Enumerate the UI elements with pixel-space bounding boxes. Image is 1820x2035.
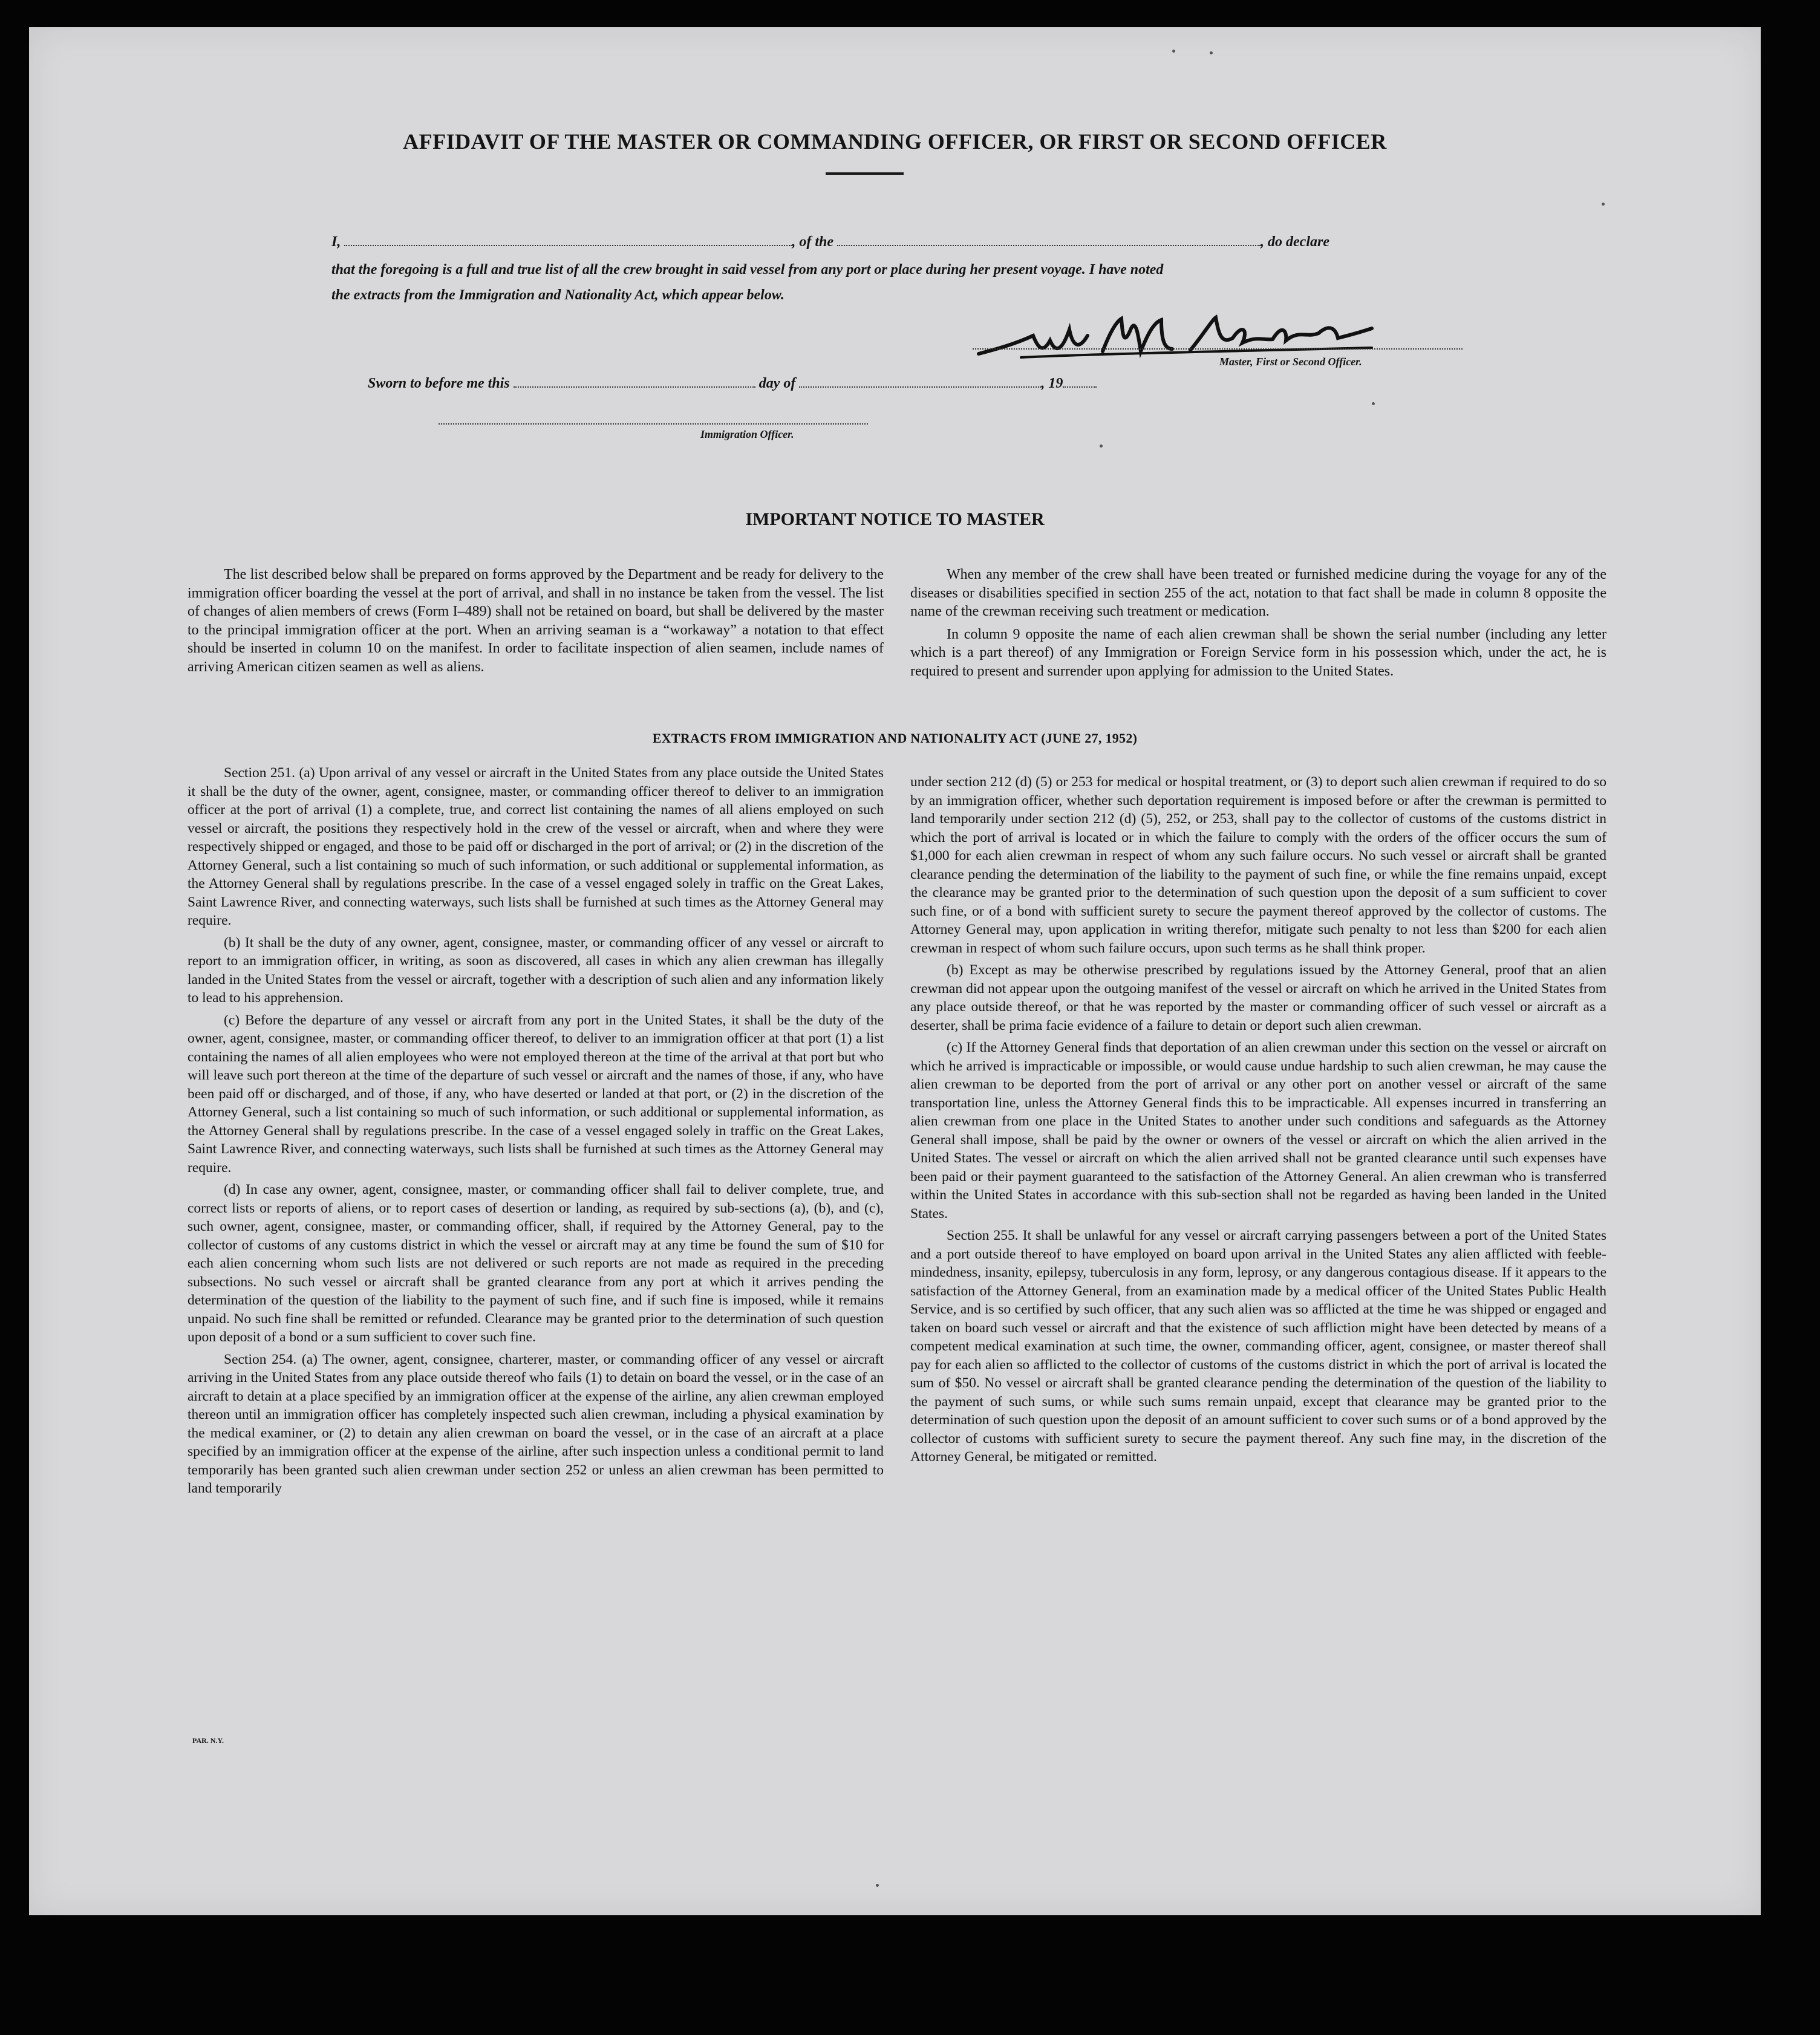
section-251-c: (c) Before the departure of any vessel or aircraft from any port in the United States, it shall be the duty of the owner, agent, consignee, master, or commanding officer thereof, to deliver to an immigration officer at that port (1) a list containing the names of all alien employees who were not employed thereon at the time of the arrival at that port but who will leave such port thereon at the time of the departure of such vessel or aircraft and the names of those, if any, who have been paid off or discharged, and of those, if any, who have deserted or landed at that port, or (2) in the discretion of the Attorney General, such a list containing so much of such information, or such additional or supplemental information, as the Attorney General shall by regulations prescribe. In the case of a vessel engaged solely in traffic on the Great Lakes, Saint Lawrence River, and connecting waterways, such lists shall be furnished at such times as the Attorney General may require.	[188, 1012, 884, 1176]
extracts-title: EXTRACTS FROM IMMIGRATION AND NATIONALITY ACT (JUNE 27, 1952)	[652, 731, 1138, 746]
notice-title: IMPORTANT NOTICE TO MASTER	[745, 509, 1045, 529]
declaration-line-2: that the foregoing is a full and true list of all the crew brought in said vessel from any port or place during her present voyage. I have noted	[331, 262, 1164, 278]
declarant-label: I,	[331, 234, 341, 250]
notice-right-column	[910, 565, 1606, 681]
notice-left-column	[188, 565, 884, 677]
sworn-year-field[interactable]	[1063, 386, 1097, 388]
declarant-name-field[interactable]	[344, 244, 792, 246]
day-of-label: day of	[758, 376, 796, 391]
notice-right-paragraph-2: In column 9 opposite the name of each alien crewman shall be shown the serial number (including any letter which is a part thereof) of any Immigration or Foreign Service form in his possession which, under the act, he is required to present and surrender upon applying for admission to the United States.	[910, 626, 1606, 679]
scan-speck	[1372, 402, 1375, 405]
scan-speck	[1172, 50, 1175, 53]
section-254-b: (b) Except as may be otherwise prescribed by regulations issued by the Attorney General, proof that an alien crewman did not appear upon the outgoing manifest of the vessel or aircraft on which he arrived in the United States from any place outside thereof, or that he was reported by the master or commanding officer of such vessel or aircraft as a deserter, shall be prima facie evidence of a failure to detain or deport such alien crewman.	[910, 962, 1606, 1034]
title-underline	[826, 172, 904, 175]
declare-label: , do declare	[1261, 234, 1329, 250]
section-251-b: (b) It shall be the duty of any owner, agent, consignee, master, or commanding officer of any vessel or aircraft to report to an immigration officer, in writing, as soon as discovered, all cases in which any alien crewman has illegally landed in the United States from the vessel or aircraft, together with a description of such alien and any information likely to lead to his apprehension.	[188, 934, 884, 1006]
sworn-label: Sworn to before me this	[368, 376, 510, 391]
section-251-a: Section 251. (a) Upon arrival of any vessel or aircraft in the United States from any place outside the United States it shall be the duty of the owner, agent, consignee, master, or commanding officer thereof to deliver to an immigration officer at the port of arrival (1) a complete, true, and correct list containing the names of all aliens employed on such vessel or aircraft, the positions they respectively hold in the crew of the vessel or aircraft, when and where they were respectively shipped or engaged, and those to be paid off or discharged in the port of arrival; or (2) in the discretion of the Attorney General, such a list containing so much of such information, or such additional or supplemental information, as the Attorney General shall by regulations prescribe. In the case of a vessel engaged solely in traffic on the Great Lakes, Saint Lawrence River, and connecting waterways, such lists shall be furnished at such times as the Attorney General may require.	[188, 765, 884, 928]
vessel-name-field[interactable]	[837, 244, 1261, 246]
sworn-day-field[interactable]	[514, 386, 755, 388]
printer-mark: PAR. N.Y.	[192, 1736, 224, 1745]
declaration-line-3: the extracts from the Immigration and Nationality Act, which appear below.	[331, 287, 784, 303]
section-255: Section 255. It shall be unlawful for any vessel or aircraft carrying passengers between a port of the United States and a port outside thereof to have employed on board upon arrival in the United States any alien afflicted with feeble-mindedness, insanity, epilepsy, tuberculosis in any form, leprosy, or any dangerous contagious disease. If it appears to the satisfaction of the Attorney General, from an examination made by a medical officer of the United States Public Health Service, and is so certified by such officer, that any such alien was so afflicted at the time he was shipped or engaged and taken on board such vessel or aircraft and that the existence of such affliction might have been detected by means of a competent medical examination at such time, the owner, commanding officer, agent, consignee, or master thereof shall pay for each alien so afflicted to the collector of customs of the customs district in which the port of arrival is located the sum of $50. No vessel or aircraft shall be granted clearance pending the determination of the question of the liability to the payment of such sums, or while such sums remain unpaid, except that clearance may be granted prior to the determination of such question upon the deposit of an amount sufficient to cover such sums or of a bond approved by the collector of customs with sufficient surety to secure the payment thereof. Any such fine may, in the discretion of the Attorney General, be mitigated or remitted.	[910, 1228, 1606, 1465]
year-label: , 19	[1041, 376, 1063, 391]
declaration-line-1	[331, 232, 1481, 252]
sworn-month-field[interactable]	[799, 386, 1041, 388]
notice-left-paragraph: The list described below shall be prepared on forms approved by the Department and be ready for delivery to the immigration officer boarding the vessel at the port of arrival, and shall in no instance be taken from the vessel. The list of changes of alien members of crews (Form I–489) shall not be retained on board, but shall be delivered by the master to the principal immigration officer at the port. When an arriving seaman is a “workaway” a notation to that effect should be inserted in column 10 on the manifest. In order to facilitate inspection of alien seamen, include names of arriving American citizen seamen as well as aliens.	[188, 567, 884, 675]
scan-speck	[1602, 203, 1605, 206]
section-251-d: (d) In case any owner, agent, consignee, master, or commanding officer shall fail to deliver complete, true, and correct lists or reports of aliens, or to report cases of desertion or landing, as required by sub-sections (a), (b), and (c), such owner, agent, consignee, master, or commanding officer, shall, if required by the Attorney General, pay to the collector of customs of any customs district in which the vessel or aircraft may at any time be found the sum of $10 for each alien concerning whom such lists are not delivered or such reports are not made as required in the preceding subsections. No such vessel or aircraft shall be granted clearance from any port at which it arrives pending the determination of the question of the liability to the payment of such fine, and if such fine is imposed, while it remains unpaid. No such fine shall be remitted or refunded. Clearance may be granted prior to the determination of such question upon deposit of a bond or a sum sufficient to cover such fine.	[188, 1182, 884, 1345]
scan-speck	[876, 1884, 879, 1887]
extracts-left-column	[188, 764, 884, 1498]
scan-speck	[1210, 51, 1213, 54]
section-254-a-start: Section 254. (a) The owner, agent, consignee, charterer, master, or commanding officer of any vessel or aircraft arriving in the United States from any place outside thereof who fails (1) to detain on board the vessel, or in the case of an aircraft to detain at a place specified by an immigration officer at the expense of the airline, any alien crewman employed thereon until an immigration officer has completely inspected such alien crewman, including a physical examination by the medical examiner, or (2) to detain any alien crewman on board the vessel, or in the case of an aircraft at a place specified by an immigration officer at the expense of the airline, after such inspection unless a conditional permit to land temporarily has been granted such alien crewman under section 252 or unless an alien crewman has been permitted to land temporarily	[188, 1351, 884, 1496]
officer-signature-line[interactable]	[439, 423, 868, 425]
extracts-right-column	[910, 773, 1606, 1467]
sworn-line	[368, 373, 1517, 394]
notice-right-paragraph-1: When any member of the crew shall have been treated or furnished medicine during the voyage for any of the diseases or disabilities specified in section 255 of the act, notation to that fact shall be made in column 8 opposite the name of the crewman receiving such treatment or medication.	[910, 567, 1606, 620]
section-254-c: (c) If the Attorney General finds that deportation of an alien crewman under this section on the vessel or aircraft on which he arrived is impracticable or impossible, or would cause undue hardship to such alien crewman, he may cause the alien crewman to be deported from the port of arrival or any other port on another vessel or aircraft of the same transportation line, unless the Attorney General finds this to be impracticable. All expenses incurred in transferring an alien crewman from one place in the United States to another under such conditions and safeguards as the Attorney General shall impose, shall be paid by the owner or owners of the vessel or aircraft on which the alien arrived in the United States. The vessel or aircraft on which the alien arrived shall not be granted clearance until such expenses have been paid or their payment guaranteed to the satisfaction of the Attorney General. An alien crewman who is transferred within the United States in accordance with this sub-section shall not be regarded as having been landed in the United States.	[910, 1040, 1606, 1222]
vessel-label: , of the	[792, 234, 834, 250]
document-sheet	[29, 27, 1761, 1915]
scan-speck	[1100, 444, 1103, 448]
signature-line	[973, 348, 1463, 350]
signature-caption: Master, First or Second Officer.	[1219, 356, 1362, 368]
section-254-a-continued: under section 212 (d) (5) or 253 for medical or hospital treatment, or (3) to deport such alien crewman if required to do so by an immigration officer, whether such deportation requirement is imposed before or after the crewman is permitted to land temporarily under section 212 (d) (5), 252, or 253, shall pay to the collector of customs of the customs district in which the port of arrival is located or in which the failure to comply with the orders of the officer occurs the sum of $1,000 for each alien crewman in respect of whom any such failure occurs. No such vessel or aircraft shall be granted clearance pending the determination of the liability to the payment of such fine, or while the fine remains unpaid, except the clearance may be granted prior to the determination of such question upon the deposit of a sum sufficient to cover such fine, or of a bond with sufficient surety to secure the payment thereof approved by the collector of customs. The Attorney General may, upon application in writing therefor, mitigate such penalty to not less than $200 for each alien crewman in respect of whom such failure occurs, upon such terms as he shall think proper.	[910, 774, 1606, 956]
affidavit-title: AFFIDAVIT OF THE MASTER OR COMMANDING OFFICER, OR FIRST OR SECOND OFFICER	[403, 129, 1387, 154]
officer-caption: Immigration Officer.	[700, 428, 794, 440]
